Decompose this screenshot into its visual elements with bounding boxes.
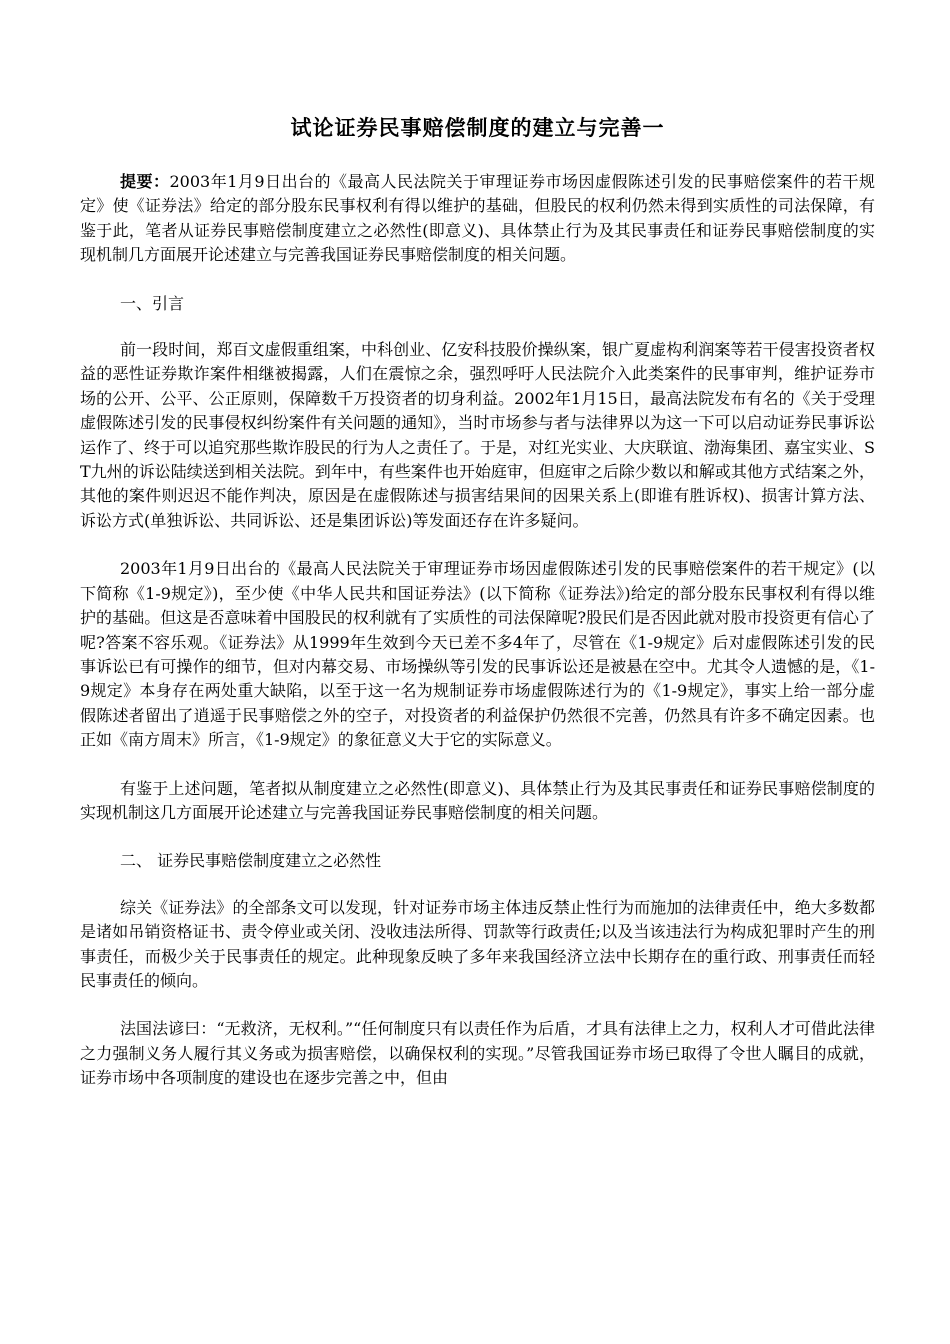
- abstract-paragraph: [80, 170, 875, 268]
- document-title: 试论证券民事赔偿制度的建立与完善一: [290, 115, 665, 140]
- body-paragraph-4: 综关《证券法》的全部条文可以发现，针对证券市场主体违反禁止性行为而施加的法律责任中，绝大多数都是诸如吊销资格证书、责令停业或关闭、没收违法所得、罚款等行政责任;以及当该违法行为构成犯罪时产生的刑事责任，而极少关于民事责任的规定。此种现象反映了多年来我国经济立法中长期存在的重行政、刑事责任而轻民事责任的倾向。: [80, 897, 875, 990]
- body-paragraph-3: 有鉴于上述问题，笔者拟从制度建立之必然性(即意义)、具体禁止行为及其民事责任和证券民事赔偿制度的实现机制这几方面展开论述建立与完善我国证券民事赔偿制度的相关问题。: [80, 778, 875, 822]
- body-paragraph-5: 法国法谚曰：“无救济，无权利。”“任何制度只有以责任作为后盾，才具有法律上之力，权利人才可借此法律之力强制义务人履行其义务或为损害赔偿，以确保权利的实现。”尽管我国证券市场已取得了令世人瞩目的成就，证券市场中各项制度的建设也在逐步完善之中，但由: [80, 1019, 875, 1088]
- document-body: [80, 170, 875, 1115]
- section-heading-introduction: 一、引言: [120, 293, 185, 313]
- abstract-label: 提要：: [120, 172, 170, 191]
- section-heading-necessity: 二、 证券民事赔偿制度建立之必然性: [120, 851, 382, 871]
- abstract-text: 2003年1月9日出台的《最高人民法院关于审理证券市场因虚假陈述引发的民事赔偿案件的若干规定》使《证券法》给定的部分股东民事权利有得以维护的基础，但股民的权利仍然未得到实质性的司法保障，有鉴于此，笔者从证券民事赔偿制度建立之必然性(即意义)、具体禁止行为及其民事责任和证券民事赔偿制度的实现机制几方面展开论述建立与完善我国证券民事赔偿制度的相关问题。: [80, 172, 875, 265]
- body-paragraph-2: 2003年1月9日出台的《最高人民法院关于审理证券市场因虚假陈述引发的民事赔偿案件的若干规定》(以下简称《1-9规定》)，至少使《中华人民共和国证券法》(以下简称《证券法》)给定的部分股东民事权利有得以维护的基础。但这是否意味着中国股民的权利就有了实质性的司法保障呢?股民们是否因此就对股市投资更有信心了呢?答案不容乐观。《证券法》从1999年生效到今天已差不多4年了，尽管在《1-9规定》后对虚假陈述引发的民事诉讼已有可操作的细节，但对内幕交易、市场操纵等引发的民事诉讼还是被悬在空中。尤其令人遗憾的是，《1-9规定》本身存在两处重大缺陷，以至于这一名为规制证券市场虚假陈述行为的《1-9规定》，事实上给一部分虚假陈述者留出了逍遥于民事赔偿之外的空子，对投资者的利益保护仍然很不完善，仍然具有许多不确定因素。也正如《南方周末》所言，《1-9规定》的象征意义大于它的实际意义。: [80, 559, 875, 750]
- body-paragraph-1: 前一段时间，郑百文虚假重组案，中科创业、亿安科技股价操纵案，银广夏虚构利润案等若干侵害投资者权益的恶性证券欺诈案件相继被揭露，人们在震惊之余，强烈呼吁人民法院介入此类案件的民事审判，维护证券市场的公开、公平、公正原则，保障数千万投资者的切身利益。2002年1月15日，最高法院发布有名的《关于受理虚假陈述引发的民事侵权纠纷案件有关问题的通知》，当时市场参与者与法律界以为这一下可以启动证券民事诉讼运作了、终于可以追究那些欺诈股民的行为人之责任了。于是，对红光实业、大庆联谊、渤海集团、嘉宝实业、ST九州的诉讼陆续送到相关法院。到年中，有些案件也开始庭审，但庭审之后除少数以和解或其他方式结案之外，其他的案件则迟迟不能作判决，原因是在虚假陈述与损害结果间的因果关系上(即谁有胜诉权)、损害计算方法、诉讼方式(单独诉讼、共同诉讼、还是集团诉讼)等发面还存在许多疑问。: [80, 340, 875, 530]
